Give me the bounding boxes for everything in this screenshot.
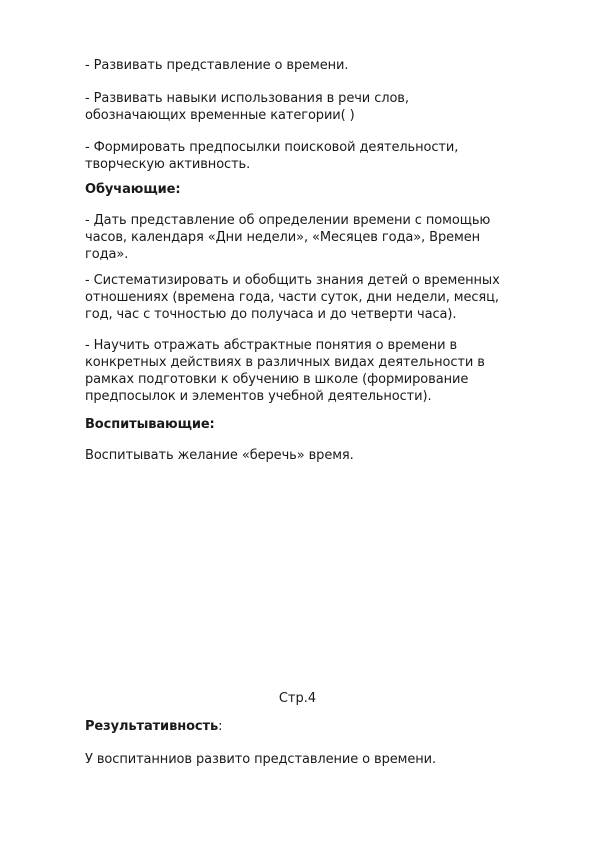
paragraph-teach-reflect [85, 337, 555, 405]
text-line: - Развивать навыки использования в речи слов, [85, 91, 409, 106]
text-line: рамках подготовки к обучению в школе (формирование [85, 372, 469, 387]
text-line: - Формировать предпосылки поисковой деятельности, [85, 140, 459, 155]
heading-teaching: Обучающие: [85, 182, 181, 197]
text-line: предпосылок и элементов учебной деятельности). [85, 389, 432, 404]
heading-results [85, 718, 555, 735]
paragraph-develop-time-concept [85, 57, 555, 74]
paragraph-form-prerequisites [85, 139, 555, 173]
text-line: Воспитывать желание «беречь» время. [85, 448, 354, 463]
text-line: часов, календаря «Дни недели», «Месяцев года», Времен [85, 230, 481, 245]
text-line: года». [85, 247, 129, 262]
results-heading-colon: : [218, 719, 223, 734]
text-line: конкретных действиях в различных видах деятельности в [85, 355, 485, 370]
text-line: - Систематизировать и обобщить знания детей о временных [85, 273, 500, 288]
paragraph-give-concept [85, 212, 555, 263]
results-heading-text: Результативность [85, 719, 219, 734]
page-number: Стр.4 [278, 691, 317, 706]
text-line: - Развивать представление о времени. [85, 58, 349, 73]
paragraph-systematize-knowledge [85, 272, 555, 323]
text-line: год, час с точностью до получаса и до четверти часа). [85, 307, 457, 322]
text-line: отношениях (времена года, части суток, дни недели, месяц, [85, 290, 499, 305]
heading-upbringing: Воспитывающие: [85, 417, 215, 432]
paragraph-upbringing [85, 447, 555, 464]
text-line: обозначающих временные категории( ) [85, 108, 355, 123]
paragraph-develop-speech-skills [85, 90, 555, 124]
text-line: творческую активность. [85, 157, 251, 172]
text-line: - Дать представление об определении времени с помощью [85, 213, 491, 228]
paragraph-results: У воспитанниов развито представление о времени. [85, 752, 437, 767]
text-line: - Научить отражать абстрактные понятия о времени в [85, 338, 458, 353]
